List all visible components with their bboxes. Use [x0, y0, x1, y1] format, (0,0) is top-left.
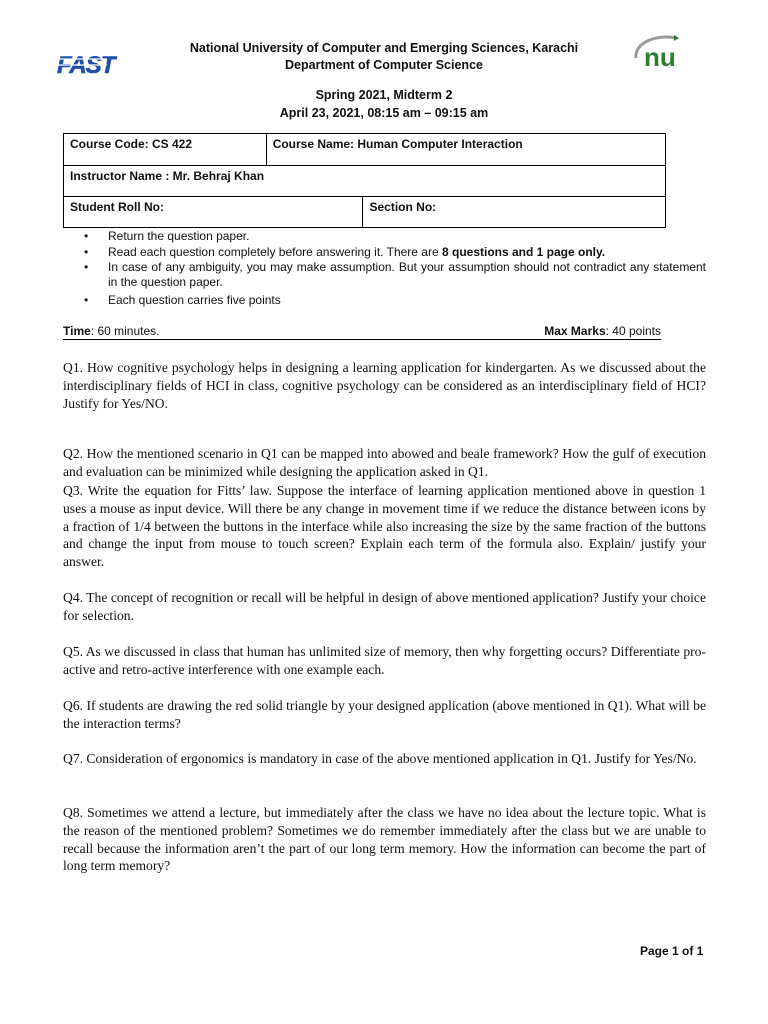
instruction-item: • In case of any ambiguity, you may make assumption. But your assumption should not contradict any statement in the question paper.: [82, 260, 706, 289]
exam-datetime: April 23, 2021, 08:15 am – 09:15 am: [279, 106, 489, 120]
course-code-cell: Course Code: CS 422: [64, 134, 267, 166]
exam-meta-line: [63, 324, 661, 340]
fast-logo-text: FAST: [57, 52, 115, 79]
course-name-cell: Course Name: Human Computer Interaction: [266, 134, 665, 166]
time-info: Time: 60 minutes.: [63, 324, 160, 338]
question-6: Q6. If students are drawing the red solid triangle by your designed application (above mentioned in Q1). What will be the interaction terms?: [63, 698, 706, 731]
instructions-list: [82, 229, 706, 309]
university-name: National University of Computer and Emerging Sciences, Karachi: [189, 41, 579, 55]
exam-term: Spring 2021, Midterm 2: [315, 88, 453, 102]
question-8: Q8. Sometimes we attend a lecture, but immediately after the class we have no idea about the lecture topic. What is the reason of the mentioned problem? Sometimes we do remember immediately after the class but we are unable to recall because the information aren’t the part of our long term memory. How the information can become the part of long term memory?: [63, 805, 706, 874]
section-no-cell: Section No:: [363, 197, 666, 228]
instruction-item: • Return the question paper.: [82, 229, 706, 244]
question-3: Q3. Write the equation for Fitts’ law. Suppose the interface of learning application mentioned above in question 1 uses a mouse as input device. Will there be any change in movement time if we reduce the distance between icons by a fraction of 1/4 between the buttons in the interface while also increasing the size by the same fraction of the buttons and change the input from mouse to touch screen? Explain each term of the formula also. Explain/ justify your answer.: [63, 483, 706, 570]
question-5: Q5. As we discussed in class that human has unlimited size of memory, then why forgetting occurs? Differentiate pro-active and retro-active interference with one example each.: [63, 644, 706, 677]
question-7: Q7. Consideration of ergonomics is mandatory in case of the above mentioned application in Q1. Justify for Yes/No.: [63, 751, 697, 766]
department-name: Department of Computer Science: [285, 58, 483, 72]
course-info-table: [63, 133, 666, 228]
question-2: Q2. How the mentioned scenario in Q1 can be mapped into abowed and beale framework? How the gulf of execution and evaluation can be minimized while designing the application asked in Q1.: [63, 446, 706, 479]
instruction-item: • Read each question completely before answering it. There are 8 questions and 1 page only.: [82, 245, 706, 260]
instructor-cell: Instructor Name : Mr. Behraj Khan: [64, 166, 666, 197]
page-number: Page 1 of 1: [640, 944, 704, 958]
instruction-item: • Each question carries five points: [82, 293, 706, 308]
roll-no-cell: Student Roll No:: [64, 197, 363, 228]
question-1: Q1. How cognitive psychology helps in designing a learning application for kindergarten. As we discussed about the interdisciplinary fields of HCI in class, cognitive psychology can be considered as an interdisciplinary field of HCI? Justify for Yes/NO.: [63, 360, 706, 411]
nu-logo-text: nu: [644, 42, 676, 72]
max-marks-info: Max Marks: 40 points: [544, 324, 661, 338]
question-4: Q4. The concept of recognition or recall will be helpful in design of above mentioned application? Justify your choice for selection.: [63, 590, 706, 623]
